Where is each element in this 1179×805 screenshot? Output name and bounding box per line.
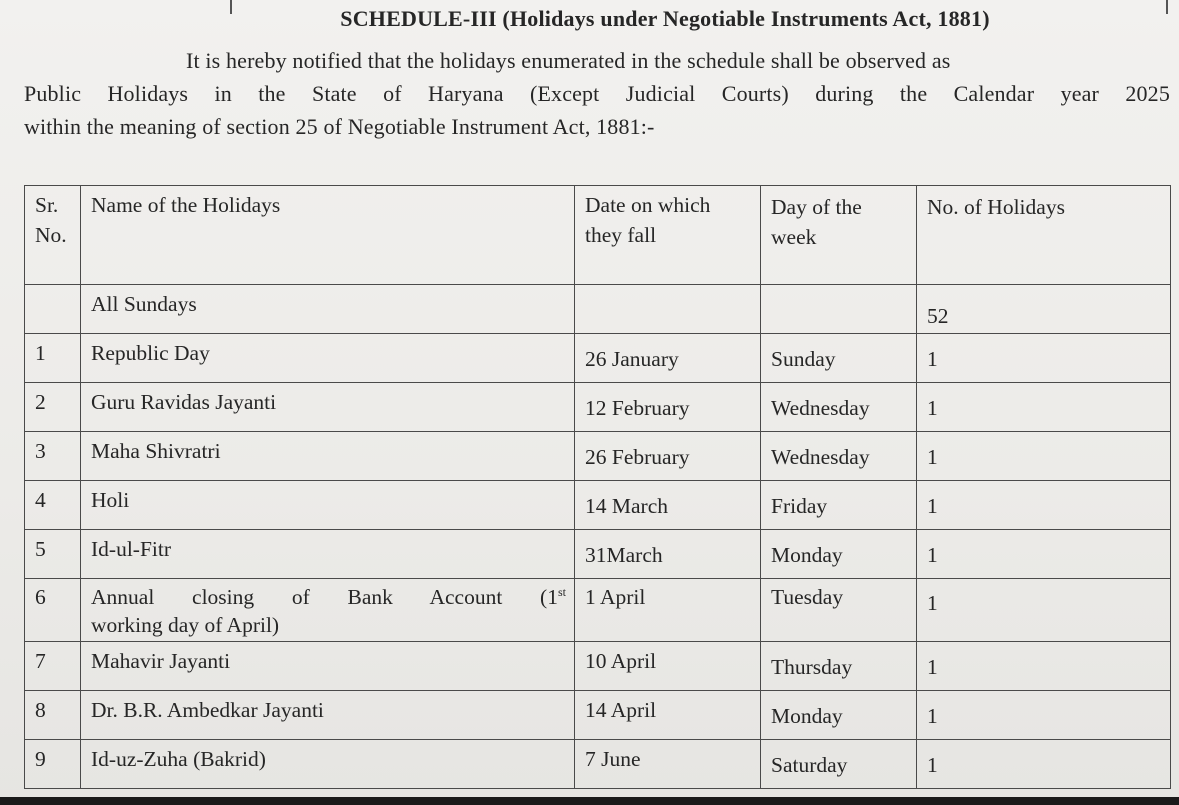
row-day: Wednesday: [761, 383, 917, 432]
bottom-border: [0, 797, 1179, 805]
row-day: [761, 285, 917, 334]
table-header-row: [25, 186, 1171, 285]
row-date: 10 April: [575, 642, 761, 691]
row-day: Saturday: [761, 740, 917, 789]
row-date: [575, 285, 761, 334]
row-name: Mahavir Jayanti: [81, 642, 575, 691]
table-row: [25, 740, 1171, 789]
row-name: Annual closing of Bank Account (1st working day of April): [81, 579, 575, 642]
holidays-table: [24, 185, 1171, 789]
table-row: [25, 383, 1171, 432]
row-day: Sunday: [761, 334, 917, 383]
table-row: [25, 642, 1171, 691]
row-sr: 8: [25, 691, 81, 740]
row-date: 12 February: [575, 383, 761, 432]
row-count: 1: [917, 642, 1171, 691]
paragraph-line-3: within the meaning of section 25 of Negotiable Instrument Act, 1881:-: [24, 114, 655, 139]
table-row: [25, 579, 1171, 642]
row-name: Holi: [81, 481, 575, 530]
table-row: [25, 530, 1171, 579]
row-name: Dr. B.R. Ambedkar Jayanti: [81, 691, 575, 740]
row-count: 1: [917, 691, 1171, 740]
row-date: 26 January: [575, 334, 761, 383]
row-sr: 9: [25, 740, 81, 789]
table-row: [25, 432, 1171, 481]
notification-paragraph: [24, 44, 1170, 143]
row-day: Tuesday: [761, 579, 917, 642]
table-row: [25, 285, 1171, 334]
row-date: 14 March: [575, 481, 761, 530]
row-sr: [25, 285, 81, 334]
row-name: Id-ul-Fitr: [81, 530, 575, 579]
row-count: 1: [917, 740, 1171, 789]
row-date: 14 April: [575, 691, 761, 740]
header-holiday-name: Name of the Holidays: [81, 186, 575, 285]
row-name: Id-uz-Zuha (Bakrid): [81, 740, 575, 789]
row-sr: 3: [25, 432, 81, 481]
row-date: 7 June: [575, 740, 761, 789]
header-date: Date on which they fall: [575, 186, 761, 285]
row-sr: 2: [25, 383, 81, 432]
row-count: 1: [917, 383, 1171, 432]
row-date: 31March: [575, 530, 761, 579]
header-day: Day of the week: [761, 186, 917, 285]
row-day: Monday: [761, 530, 917, 579]
paragraph-line-2: Public Holidays in the State of Haryana (Except Judicial Courts) during the Calendar year 2025: [24, 81, 1170, 106]
row-sr: 5: [25, 530, 81, 579]
schedule-heading: SCHEDULE-III (Holidays under Negotiable Instruments Act, 1881): [340, 6, 990, 31]
table-row: [25, 481, 1171, 530]
header-count: No. of Holidays: [917, 186, 1171, 285]
row-day: Monday: [761, 691, 917, 740]
row-name: All Sundays: [81, 285, 575, 334]
row-day: Wednesday: [761, 432, 917, 481]
row-count: 52: [917, 285, 1171, 334]
row-sr: 4: [25, 481, 81, 530]
row-date: 1 April: [575, 579, 761, 642]
table-row: [25, 691, 1171, 740]
row-day: Thursday: [761, 642, 917, 691]
table-row: [25, 334, 1171, 383]
row-count: 1: [917, 481, 1171, 530]
row-sr: 6: [25, 579, 81, 642]
row-sr: 1: [25, 334, 81, 383]
row-name: Maha Shivratri: [81, 432, 575, 481]
row-count: 1: [917, 530, 1171, 579]
row-day: Friday: [761, 481, 917, 530]
row-name: Guru Ravidas Jayanti: [81, 383, 575, 432]
row-count: 1: [917, 579, 1171, 642]
row-date: 26 February: [575, 432, 761, 481]
row-sr: 7: [25, 642, 81, 691]
row-count: 1: [917, 432, 1171, 481]
paragraph-line-1: It is hereby notified that the holidays enumerated in the schedule shall be observed as: [186, 48, 951, 73]
row-name: Republic Day: [81, 334, 575, 383]
row-count: 1: [917, 334, 1171, 383]
header-sr-no: Sr. No.: [25, 186, 81, 285]
